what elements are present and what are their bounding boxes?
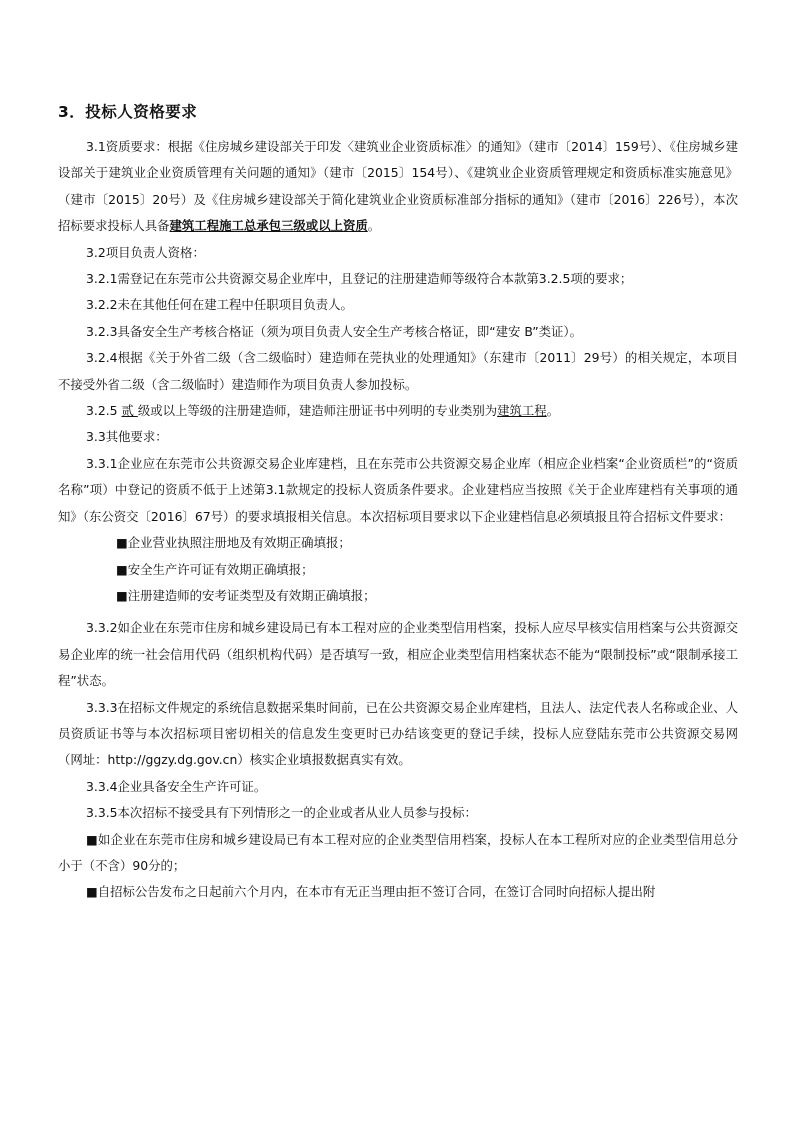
specialty-category: 建筑工程	[497, 403, 547, 419]
para-3-3-4: 3.3.4企业具备安全生产许可证。	[86, 778, 267, 794]
bullet-safety-permit: ■安全生产许可证有效期正确填报；	[116, 561, 314, 577]
para-3-3-1: 3.3.1企业应在东莞市公共资源交易企业库建档，且在东莞市公共资源交易企业库（相应企业档案“企业资质栏”的“资质名称”项）中登记的资质不低于上述第3.1款规定的投标人资质条件要求。企业建档应当按照《关于企业库建档有关事项的通知》（东公资交〔2016〕67号）的要求填报相关信息。本次招标项目要求以下企业建档信息必须填报且符合招标文件要求：	[58, 455, 738, 524]
para-3-2-1: 3.2.1需登记在东莞市公共资源交易企业库中，且登记的注册建造师等级符合本款第3.2.5项的要求；	[86, 271, 633, 287]
bullet-constructor-cert: ■注册建造师的安考证类型及有效期正确填报；	[116, 587, 376, 603]
para-3-2-3: 3.2.3具备安全生产考核合格证（须为项目负责人安全生产考核合格证，即“建安 B”类证）。	[86, 323, 582, 339]
body-content	[58, 134, 738, 906]
para-3-3-3: 3.3.3在招标文件规定的系统信息数据采集时间前，已在公共资源交易企业库建档，且法人、法定代表人名称或企业、人员资质证书等与本次招标项目密切相关的信息发生变更时已办结该变更的登记手续，投标人应登陆东莞市公共资源交易网（网址：http://ggzy.dg.gov.cn）核实企业填报数据真实有效。	[58, 699, 738, 768]
para-3-2-4: 3.2.4根据《关于外省二级（含二级临时）建造师在莞执业的处理通知》（东建市〔2011〕29号）的相关规定，本项目不接受外省二级（含二级临时）建造师作为项目负责人参加投标。	[58, 350, 738, 392]
required-qualification: 建筑工程施工总承包三级或以上资质	[169, 218, 368, 234]
para-3-1-qualification: 3.1资质要求：根据《住房城乡建设部关于印发〈建筑业企业资质标准〉的通知》（建市〔2014〕159号）、《住房城乡建设部关于建筑业企业资质管理有关问题的通知》（建市〔2015〕154号）、《建筑业企业资质管理规定和资质标准实施意见》（建市〔2015〕20号）及《住房城乡建设部关于简化建筑业企业资质标准部分指标的通知》（建市〔2016〕226号），本次招标要求投标人具备建筑工程施工总承包三级或以上资质。	[58, 139, 738, 234]
para-3-2: 3.2项目负责人资格：	[86, 244, 205, 260]
para-3-3: 3.3其他要求：	[86, 429, 168, 445]
para-3-3-2: 3.3.2如企业在东莞市住房和城乡建设局已有本工程对应的企业类型信用档案，投标人应尽早核实信用档案与公共资源交易企业库的统一社会信用代码（组织机构代码）是否填写一致，相应企业类型信用档案状态不能为“限制投标”或“限制承接工程”状态。	[58, 620, 738, 689]
bullet-contract-refusal: ■自招标公告发布之日起前六个月内，在本市有无正当理由拒不签订合同，在签订合同时向招标人提出附	[86, 884, 656, 900]
bullet-credit-score: ■如企业在东莞市住房和城乡建设局已有本工程对应的企业类型信用档案，投标人在本工程所对应的企业类型信用总分小于（不含）90分的；	[58, 831, 738, 873]
bullet-business-license: ■企业营业执照注册地及有效期正确填报；	[116, 535, 351, 551]
section-title: 3．投标人资格要求	[58, 103, 198, 121]
para-3-2-2: 3.2.2未在其他任何在建工程中任职项目负责人。	[86, 297, 353, 313]
constructor-grade: 贰	[121, 403, 138, 419]
para-3-2-5: 3.2.5 贰 级或以上等级的注册建造师，建造师注册证书中列明的专业类别为建筑工程。	[86, 403, 560, 419]
para-3-3-5: 3.3.5本次招标不接受具有下列情形之一的企业或者从业人员参与投标：	[86, 805, 477, 821]
